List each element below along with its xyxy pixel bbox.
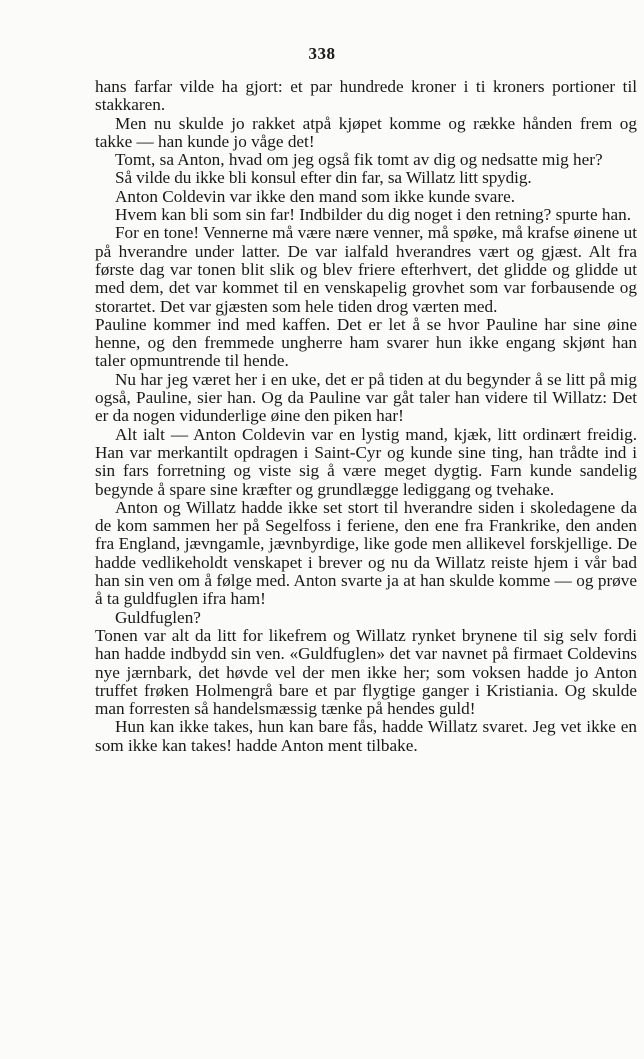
paragraph: Tonen var alt da litt for likefrem og Willatz rynket brynene til sig selv fordi han hadde indbydd sin ven. «Guldfuglen» det var navnet på firmaet Coldevins nye jærnbark, det høvde vel der men ikke her; som voksen hadde jo Anton truffet frøken Holmengrå bare et par flygtige ganger i Kristiania. Og skulde man forresten så handelsmæssig tænke på hendes guld! bbox=[95, 625, 637, 719]
paragraph: Tomt, sa Anton, hvad om jeg også fik tomt av dig og nedsatte mig her? bbox=[115, 150, 603, 170]
page-number: 338 bbox=[308, 44, 336, 63]
body-text bbox=[95, 78, 637, 755]
paragraph: Pauline kommer ind med kaffen. Det er let å se hvor Pauline har sine øine henne, og den fremmede ungherre ham svarer hun ikke engang skjønt han taler opmuntrende til hende. bbox=[95, 314, 637, 371]
paragraph: Men nu skulde jo rakket atpå kjøpet komme og række hånden frem og takke — han kunde jo våge det! bbox=[95, 113, 637, 151]
paragraph: Så vilde du ikke bli konsul efter din far, sa Willatz litt spydig. bbox=[115, 168, 532, 188]
paragraph: Nu har jeg været her i en uke, det er på tiden at du begynder å se litt på mig også, Pauline, sier han. Og da Pauline var gåt taler han videre til Willatz: Det er da nogen vidunderlige øine den piken har! bbox=[95, 369, 637, 426]
paragraph: Hun kan ikke takes, hun kan bare fås, hadde Willatz svaret. Jeg vet ikke en som ikke kan takes! hadde Anton ment tilbake. bbox=[95, 717, 637, 755]
paragraph: Hvem kan bli som sin far! Indbilder du dig noget i den retning? spurte han. bbox=[115, 205, 631, 225]
paragraph: For en tone! Vennerne må være nære venner, må spøke, må krafse øinene ut på hverandre under latter. De var ialfald hverandres vært og gjæst. Alt fra første dag var tonen blit slik og blev friere efterhvert, det glidde og glidde ut med dem, det var kommet til en venskapelig grovhet som var forbausende og storartet. Det var gjæsten som hele tiden drog værten med. bbox=[95, 223, 637, 316]
paragraph: Anton Coldevin var ikke den mand som ikke kunde svare. bbox=[115, 186, 516, 206]
paragraph: Anton og Willatz hadde ikke set stort til hverandre siden i skoledagene da de kom sammen her på Segelfoss i feriene, den ene fra Frankrike, den anden fra England, jævngamle, jævnbyrdige, like gode men allikevel forskjellige. De hadde vedlikeholdt venskapet i brever og nu da Willatz reiste hjem i vår bad han sin ven om å følge med. Anton svarte ja at han skulde komme — og prøve å ta guldfuglen ifra ham! bbox=[95, 497, 637, 609]
paragraph: Alt ialt — Anton Coldevin var en lystig mand, kjæk, litt ordinært freidig. Han var merkantilt opdragen i Saint-Cyr og kunde sine ting, han trådte ind i sin fars forretning og viste sig å være meget dygtig. Farn kunde sandelig begynde å spare sine kræfter og grundlægge lediggang og tvehake. bbox=[95, 424, 637, 499]
paragraph: Guldfuglen? bbox=[115, 607, 201, 627]
paragraph: hans farfar vilde ha gjort: et par hundrede kroner i ti kroners portioner til stakkaren. bbox=[95, 77, 637, 115]
